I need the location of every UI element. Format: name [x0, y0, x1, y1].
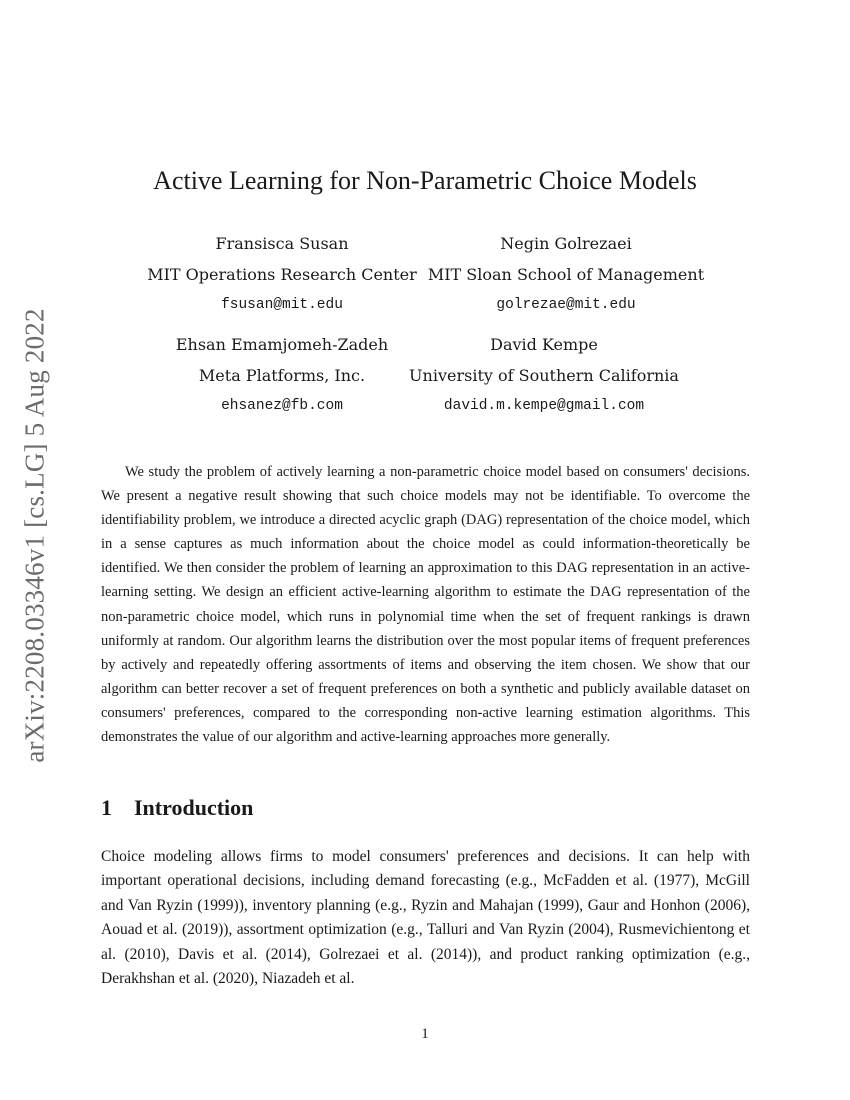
- arxiv-identifier-text: arXiv:2208.03346v1 [cs.LG] 5 Aug 2022: [19, 307, 50, 763]
- abstract: We study the problem of actively learning a non-parametric choice model based on consumers' decisions. We present a negative result showing that such choice models may not be identifiable. To overcome the identifiability problem, we introduce a directed acyclic graph (DAG) representation of the choice model, which in a sense captures as much information about the choice model as could information-theoretically be identified. We then consider the problem of learning an approximation to this DAG representation in an active-learning setting. We design an efficient active-learning algorithm to estimate the DAG representation of the non-parametric choice model, which runs in polynomial time when the set of frequent rankings is drawn uniformly at random. Our algorithm learns the distribution over the most popular items of frequent preferences by actively and repeatedly offering assortments of items and observing the item chosen. We show that our algorithm can better recover a set of frequent preferences on both a synthetic and publicly available dataset on consumers' preferences, compared to the corresponding non-active learning estimation algorithms. This demonstrates the value of our algorithm and active-learning approaches more generally.: [101, 464, 750, 746]
- author-affiliation: MIT Sloan School of Management: [427, 265, 705, 284]
- author-name: David Kempe: [490, 335, 598, 354]
- author-email[interactable]: golrezae@mit.edu: [496, 297, 636, 313]
- section-heading: [101, 795, 253, 821]
- author-email[interactable]: fsusan@mit.edu: [221, 297, 343, 313]
- introduction-paragraph: Choice modeling allows firms to model consumers' preferences and decisions. It can help with important operational decisions, including demand forecasting (e.g., McFadden et al. (1977), McGill and Van Ryzin (1999)), inventory planning (e.g., Ryzin and Mahajan (1999), Gaur and Honhon (2006), Aouad et al. (2019)), assortment optimization (e.g., Talluri and Van Ryzin (2004), Rusmevichientong et al. (2010), Davis et al. (2014), Golrezaei et al. (2014)), and product ranking optimization (e.g., Derakhshan et al. (2020), Niazadeh et al.: [101, 848, 750, 988]
- paper-title: Active Learning for Non-Parametric Choice Models: [153, 166, 697, 195]
- author-email[interactable]: ehsanez@fb.com: [221, 398, 343, 414]
- section-title: Introduction: [134, 795, 254, 820]
- author-affiliation: University of Southern California: [409, 366, 679, 385]
- author-name: Fransisca Susan: [215, 234, 349, 253]
- author-name: Negin Golrezaei: [500, 234, 632, 253]
- arxiv-identifier: [16, 295, 54, 775]
- section-number: 1: [101, 795, 112, 820]
- author-block: [364, 329, 724, 422]
- author-affiliation: Meta Platforms, Inc.: [198, 366, 366, 385]
- author-name: Ehsan Emamjomeh-Zadeh: [175, 335, 389, 354]
- author-block: [386, 228, 746, 321]
- author-email[interactable]: david.m.kempe@gmail.com: [443, 398, 645, 414]
- page-number: 1: [421, 1026, 429, 1042]
- author-affiliation: MIT Operations Research Center: [147, 265, 417, 284]
